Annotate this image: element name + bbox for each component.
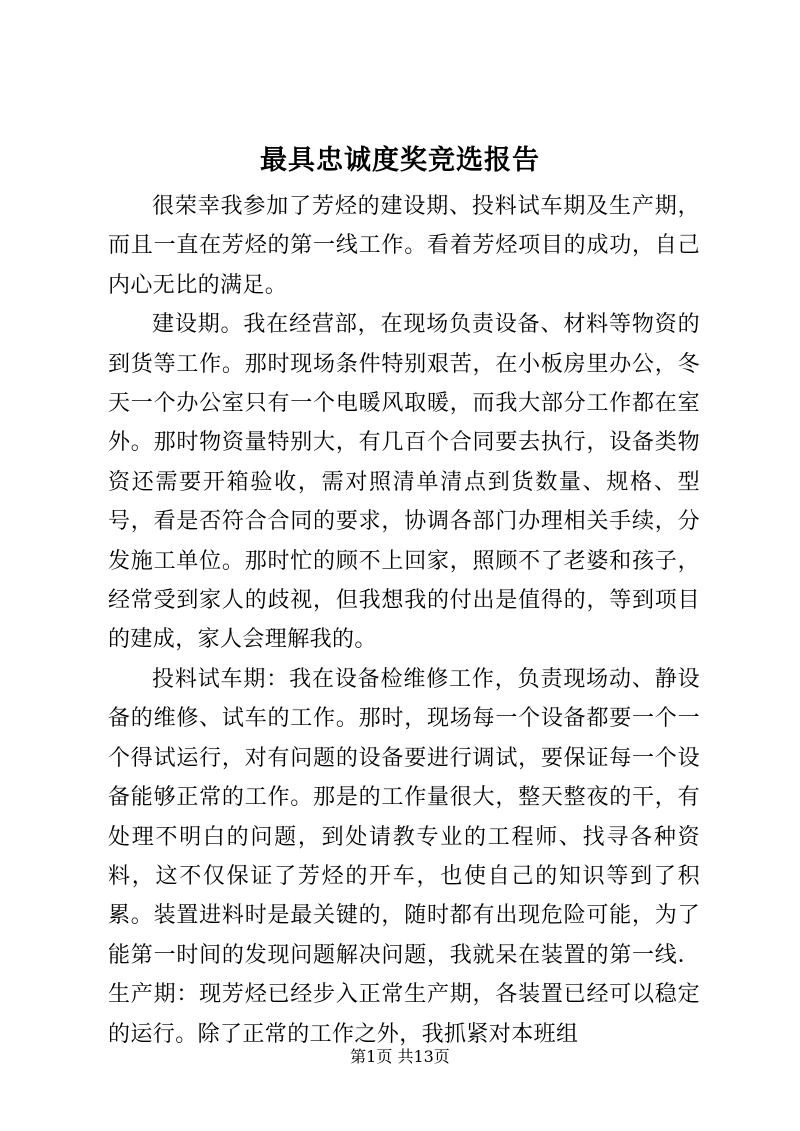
paragraph-trial-run-phase: 投料试车期：我在设备检维修工作，负责现场动、静设备的维修、试车的工作。那时，现场每一个设备都要一个一个得试运行，对有问题的设备要进行调试，要保证每一个设备能够正常的工作。那是的工作量很大，整天整夜的干，有处理不明白的问题，到处请教专业的工程师、找寻各种资料，这不仅保证了芳烃的开车，也使自己的知识等到了积累。装置进料时是最关键的，随时都有出现危险可能，为了能第一时间的发现问题解决问题，我就呆在装置的第一线．生产期：现芳烃已经步入正常生产期，各装置已经可以稳定的运行。除了正常的工作之外，我抓紧对本班组 [108, 666, 700, 1047]
page-number-footer: 第1页 共13页 [350, 1047, 450, 1066]
document-body [108, 187, 700, 1054]
paragraph-construction-phase: 建设期。我在经营部，在现场负责设备、材料等物资的到货等工作。那时现场条件特别艰苦，在小板房里办公，冬天一个办公室只有一个电暖风取暖，而我大部分工作都在室外。那时物资量特别大，有几百个合同要去执行，设备类物资还需要开箱验收，需对照清单清点到货数量、规格、型号，看是否符合合同的要求，协调各部门办理相关手续，分发施工单位。那时忙的顾不上回家，照顾不了老婆和孩子，经常受到家人的歧视，但我想我的付出是值得的，等到项目的建成，家人会理解我的。 [108, 312, 700, 653]
paragraph-intro: 很荣幸我参加了芳烃的建设期、投料试车期及生产期，而且一直在芳烃的第一线工作。看着芳烃项目的成功，自己内心无比的满足。 [108, 194, 700, 298]
page-title: 最具忠诚度奖竞选报告 [260, 145, 540, 176]
